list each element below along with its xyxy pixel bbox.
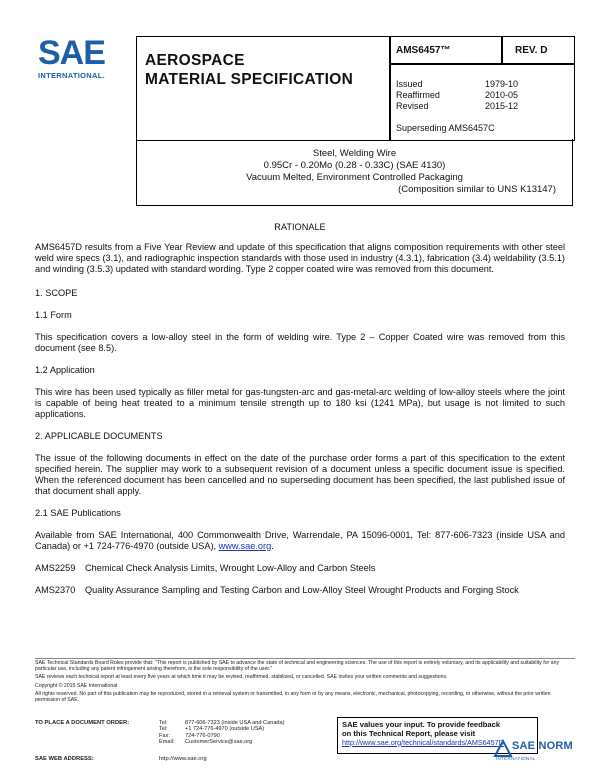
section-text-part: . <box>271 541 274 551</box>
feedback-line: on this Technical Report, please visit <box>342 728 476 738</box>
contact-row <box>159 739 285 745</box>
sae-norm-watermark <box>492 736 576 766</box>
contact-value[interactable]: CustomerService@sae.org <box>185 738 253 745</box>
section-text-part: Available from SAE International, 400 Commonwealth Drive, Warrendale, PA 15096-0001, Tel: 877-606-7323 (inside USA and Canada) or +1 724-776-4970 (outside USA), <box>35 530 565 551</box>
contact-value: 724-776-0790 <box>185 732 220 739</box>
logo-name: SAE <box>38 34 105 72</box>
reference-row <box>35 585 565 596</box>
section-text <box>35 530 565 552</box>
contact-key: Email: <box>159 738 175 745</box>
watermark-text: SAE NORM <box>512 740 573 752</box>
contact-value: +1 724-776-4970 (outside USA) <box>185 726 265 733</box>
rationale-text: AMS6457D results from a Five Year Review and update of this specification that aligns composition requirements with other steel weld wire specs (3.1), and radiographic inspection standards with those used in industry (4.3.1), fabrication (3.4) weldability (3.5.1) and winding (3.5.3) updated with standard wording. Type 2 copper coated wire was removed from this document. <box>35 242 565 274</box>
footer-divider <box>35 658 575 659</box>
header-divider <box>501 37 503 63</box>
date-value: 2015-12 <box>484 101 518 111</box>
contact-key: Fax: <box>159 732 170 739</box>
date-value: 1979-10 <box>484 79 518 89</box>
subject-line-3: Vacuum Melted, Environment Controlled Packaging <box>246 172 463 183</box>
footer-paragraph: Copyright © 2015 SAE International <box>35 682 118 689</box>
date-row <box>396 101 518 112</box>
contact-key: Tel: <box>159 720 168 726</box>
reference-code: AMS2370 <box>35 585 76 595</box>
subject-line-1: Steel, Welding Wire <box>312 148 397 159</box>
contact-list <box>159 720 285 745</box>
sae-logo <box>38 36 122 80</box>
section-text: The issue of the following documents in effect on the date of the purchase order forms a part of this specification to the extent specified herein. The supplier may work to a subsequent revision of a document unless a specific document issue is specified. When the referenced document has been cancelled and no superseding document has been specified, the last published issue of that document shall apply. <box>35 453 565 496</box>
date-label: Reaffirmed <box>396 90 440 100</box>
date-label: Issued <box>396 79 423 89</box>
header-divider <box>389 63 574 65</box>
rationale-heading: RATIONALE <box>274 222 326 232</box>
feedback-line: SAE values your input. To provide feedback <box>342 720 501 729</box>
subject-line-2: 0.95Cr - 0.20Mo (0.28 - 0.33C) (SAE 4130) <box>263 160 446 171</box>
footer-paragraph: SAE Technical Standards Board Rules provide that: "This report is published by SAE to advance the state of technical and engineering sciences. The use of this report is entirely voluntary, and its applicability and suitability for any particular use, including any patent infringement arising therefrom, is the sole responsibility of the user." <box>35 660 560 673</box>
contact-key: Tel: <box>159 726 168 733</box>
web-address-label: SAE WEB ADDRESS: <box>35 756 94 762</box>
reference-code: AMS2259 <box>35 563 76 573</box>
section-heading: 1.1 Form <box>35 310 72 320</box>
document-type <box>145 51 353 89</box>
section-heading: 2. APPLICABLE DOCUMENTS <box>35 431 163 441</box>
section-heading: 2.1 SAE Publications <box>35 508 121 518</box>
revision-label: REV. D <box>515 45 548 56</box>
date-list <box>396 79 518 112</box>
logo-tagline: INTERNATIONAL. <box>38 71 105 80</box>
order-label: TO PLACE A DOCUMENT ORDER: <box>35 720 130 726</box>
section-text: This specification covers a low-alloy steel in the form of welding wire. Type 2 – Copper Coated wire was removed from this document (see 8.5). <box>35 332 565 353</box>
reference-title: Chemical Check Analysis Limits, Wrought Low-Alloy and Carbon Steels <box>85 563 376 573</box>
web-address-link[interactable]: http://www.sae.org <box>159 756 207 762</box>
doc-number: AMS6457™ <box>396 45 451 56</box>
header-divider <box>389 37 391 140</box>
footer-paragraph: SAE reviews each technical report at least every five years at which time it may be revised, reaffirmed, stabilized, or cancelled. SAE invites your written comments and suggestions. <box>35 674 448 681</box>
superseding-note: Superseding AMS6457C <box>396 123 495 133</box>
document-body <box>35 222 565 596</box>
feedback-link[interactable]: http://www.sae.org/technical/standards/AMS6457D <box>342 737 504 747</box>
date-value: 2010-05 <box>484 90 518 100</box>
date-label: Revised <box>396 101 429 111</box>
date-row <box>396 79 518 90</box>
date-row <box>396 90 518 101</box>
section-heading: 1.2 Application <box>35 365 95 375</box>
footer-paragraph: All rights reserved. No part of this publication may be reproduced, stored in a retrieval system or transmitted, in any form or by any means, electronic, mechanical, photocopying, recording, or otherwise, without the prior written permission of SAE. <box>35 690 551 704</box>
subject-line-4: (Composition similar to UNS K13147) <box>398 184 556 195</box>
title-line-2: MATERIAL SPECIFICATION <box>145 71 354 88</box>
section-heading: 1. SCOPE <box>35 288 78 298</box>
reference-row <box>35 563 565 574</box>
subject-box <box>136 139 573 206</box>
reference-title: Quality Assurance Sampling and Testing Carbon and Low-Alloy Steel Wrought Products and Forging Stock <box>85 585 519 595</box>
watermark-subtext: INTERNATIONAL <box>496 756 536 761</box>
contact-value: 877-606-7323 (inside USA and Canada) <box>185 720 285 726</box>
title-line-1: AEROSPACE <box>145 52 245 69</box>
header-box <box>136 36 575 141</box>
section-text: This wire has been used typically as filler metal for gas-tungsten-arc and gas-metal-arc welding of low-alloy steels where the joint is capable of being heat treated to a minimum tensile strength up to 180 ksi (1241 MPa), but usage is not limited to such applications. <box>35 387 565 419</box>
sae-website-link[interactable]: www.sae.org <box>218 541 272 551</box>
